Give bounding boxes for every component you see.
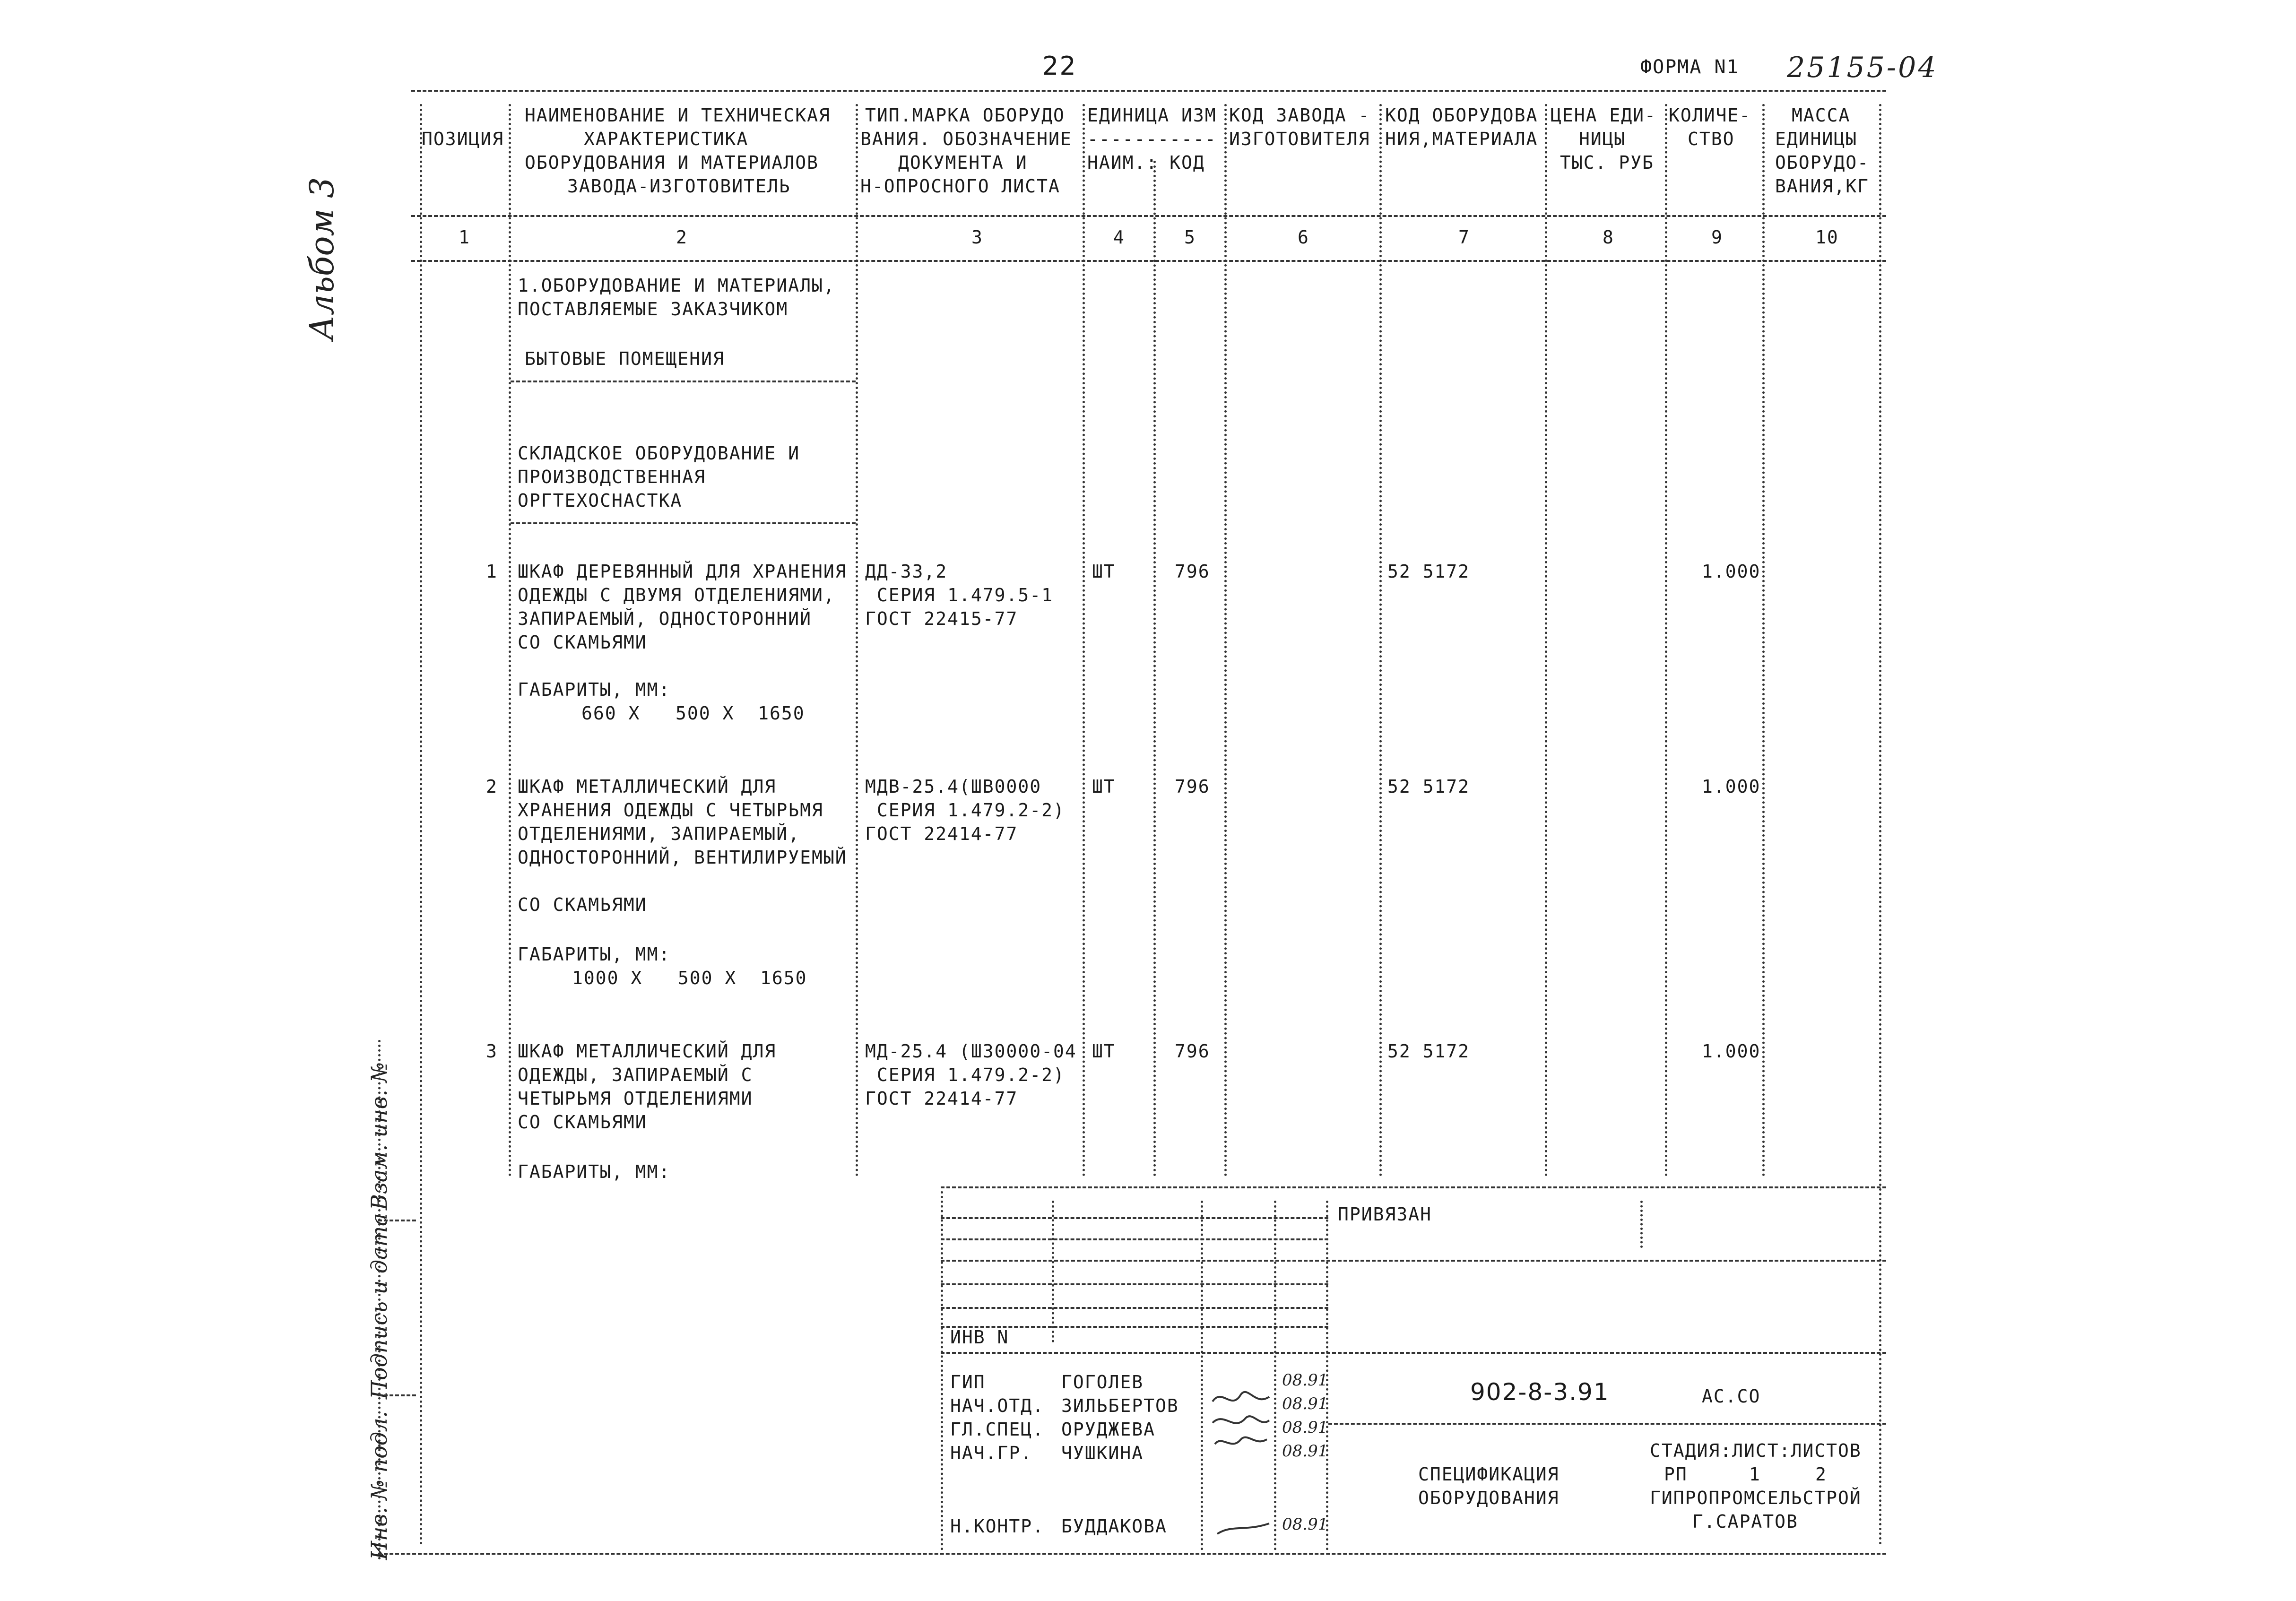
item-unit: ШТ	[1092, 776, 1116, 797]
section-heading: БЫТОВЫЕ ПОМЕЩЕНИЯ	[525, 348, 725, 369]
stamp-rule	[941, 1352, 1886, 1354]
section-heading: ПРОИЗВОДСТВЕННАЯ	[518, 467, 706, 487]
col-number: 8	[1603, 227, 1614, 248]
col-number: 10	[1815, 227, 1839, 248]
item-equip-code: 52 5172	[1387, 561, 1470, 582]
stamp-date: 08.91	[1282, 1371, 1328, 1390]
col-divider-6	[1379, 104, 1382, 1177]
stamp-divider	[1274, 1201, 1276, 1550]
item-dims-label: ГАБАРИТЫ, ММ:	[518, 944, 671, 965]
section-heading: ПОСТАВЛЯЕМЫЕ ЗАКАЗЧИКОМ	[518, 299, 788, 320]
stage-value: РП	[1664, 1464, 1688, 1485]
col-divider-1	[509, 104, 511, 1177]
stamp-rule	[941, 1217, 1328, 1219]
item-type: ГОСТ 22415-77	[865, 608, 1018, 629]
header-c10: МАССА	[1792, 105, 1851, 126]
section-heading: ОРГТЕХОСНАСТКА	[518, 490, 683, 511]
col-divider-3	[1083, 104, 1085, 1177]
item-desc: СО СКАМЬЯМИ	[518, 894, 647, 915]
col-divider-4	[1153, 161, 1156, 1177]
side-divider	[378, 1220, 416, 1221]
sheets-value: 2	[1815, 1464, 1827, 1485]
item-type: ГОСТ 22414-77	[865, 1088, 1018, 1109]
item-code: 796	[1175, 561, 1210, 582]
col-divider-5	[1224, 104, 1227, 1177]
header-c8: ЦЕНА ЕДИ-	[1551, 105, 1656, 126]
item-desc: ОДЕЖДЫ С ДВУМЯ ОТДЕЛЕНИЯМИ,	[518, 585, 835, 606]
stamp-name: ЗИЛЬБЕРТОВ	[1061, 1395, 1179, 1416]
stamp-divider	[1640, 1201, 1643, 1248]
signature-buddakova	[1217, 1523, 1269, 1534]
item-desc: ШКАФ МЕТАЛЛИЧЕСКИЙ ДЛЯ	[518, 776, 777, 797]
col-number: 3	[971, 227, 983, 248]
stamp-rule	[941, 1307, 1328, 1309]
item-equip-code: 52 5172	[1387, 776, 1470, 797]
stamp-role: Н.КОНТР.	[950, 1516, 1045, 1537]
doc-title: СПЕЦИФИКАЦИЯ	[1418, 1464, 1560, 1485]
side-label-inv: Инв. № подл.	[366, 1411, 392, 1560]
stamp-date: 08.91	[1282, 1418, 1328, 1437]
stamp-rule	[941, 1238, 1328, 1240]
col-divider-9	[1762, 104, 1765, 1177]
col-number: 4	[1113, 227, 1125, 248]
item-code: 796	[1175, 1041, 1210, 1062]
item-desc: СО СКАМЬЯМИ	[518, 632, 647, 653]
stamp-role: ГИП	[950, 1372, 986, 1393]
item-desc: ШКАФ МЕТАЛЛИЧЕСКИЙ ДЛЯ	[518, 1041, 777, 1062]
album-label: Альбом 3	[303, 177, 341, 340]
side-divider	[378, 1394, 416, 1396]
col-divider-2	[856, 104, 858, 1177]
item-position: 3	[486, 1041, 498, 1062]
item-desc: ЗАПИРАЕМЫЙ, ОДНОСТОРОННИЙ	[518, 608, 812, 629]
col-number: 1	[459, 227, 470, 248]
header-c8: НИЦЫ	[1579, 129, 1626, 149]
item-dims-label: ГАБАРИТЫ, ММ:	[518, 679, 671, 700]
item-type: ГОСТ 22414-77	[865, 823, 1018, 844]
col-number: 7	[1458, 227, 1470, 248]
stamp-rule	[1328, 1423, 1886, 1425]
header-c3: ДОКУМЕНТА И	[898, 152, 1028, 173]
item-type: СЕРИЯ 1.479.2-2)	[865, 1064, 1065, 1085]
item-qty: 1.000	[1702, 776, 1761, 797]
page-number: 22	[1042, 51, 1077, 81]
header-c45: НАИМ.: КОД	[1087, 152, 1205, 173]
inventory-number: 25155-04	[1787, 51, 1938, 84]
header-c7: НИЯ,МАТЕРИАЛА	[1385, 129, 1538, 149]
sheet-value: 1	[1749, 1464, 1761, 1485]
item-qty: 1.000	[1702, 1041, 1761, 1062]
header-c6: ИЗГОТОВИТЕЛЯ	[1229, 129, 1370, 149]
stamp-inv: ИНВ N	[950, 1327, 1009, 1348]
header-c2: НАИМЕНОВАНИЕ И ТЕХНИЧЕСКАЯ	[525, 105, 831, 126]
stamp-role: НАЧ.ГР.	[950, 1443, 1033, 1463]
item-qty: 1.000	[1702, 561, 1761, 582]
item-position: 2	[486, 776, 498, 797]
item-unit: ШТ	[1092, 561, 1116, 582]
header-c10: ОБОРУДО-	[1775, 152, 1870, 173]
header-c8: ТЫС. РУБ	[1560, 152, 1655, 173]
item-desc: ШКАФ ДЕРЕВЯННЫЙ ДЛЯ ХРАНЕНИЯ	[518, 561, 847, 582]
item-desc: ОДЕЖДЫ, ЗАПИРАЕМЫЙ С	[518, 1064, 753, 1085]
header-c10: ВАНИЯ,КГ	[1775, 176, 1870, 197]
col-number: 9	[1711, 227, 1723, 248]
header-c3: ВАНИЯ. ОБОЗНАЧЕНИЕ	[860, 129, 1072, 149]
col-divider-10	[1879, 104, 1881, 1546]
header-c45: -----------	[1087, 129, 1217, 149]
col-number: 2	[676, 227, 688, 248]
header-c2: ОБОРУДОВАНИЯ И МАТЕРИАЛОВ	[525, 152, 819, 173]
stamp-date: 08.91	[1282, 1442, 1328, 1461]
stamp-name: ЧУШКИНА	[1061, 1443, 1144, 1463]
stamp-bound: ПРИВЯЗАН	[1338, 1204, 1432, 1225]
header-c9: СТВО	[1688, 129, 1735, 149]
side-strip-line	[378, 1040, 381, 1560]
doc-code: АС.СО	[1702, 1386, 1761, 1407]
stamp-name: ОРУДЖЕВА	[1061, 1419, 1156, 1440]
item-dims: 1000 X 500 X 1650	[572, 968, 807, 988]
item-type: ДД-33,2	[865, 561, 948, 582]
section-underline	[511, 522, 856, 524]
signature-chushkina	[1215, 1437, 1267, 1444]
item-position: 1	[486, 561, 498, 582]
signature-orudzheva	[1213, 1416, 1269, 1423]
header-c6: КОД ЗАВОДА -	[1229, 105, 1370, 126]
side-label-sign: Подпись и дата	[366, 1213, 392, 1399]
stamp-role: ГЛ.СПЕЦ.	[950, 1419, 1045, 1440]
stamp-name: БУДДАКОВА	[1061, 1516, 1167, 1537]
project-code: 902-8-3.91	[1470, 1378, 1610, 1406]
item-unit: ШТ	[1092, 1041, 1116, 1062]
header-c10: ЕДИНИЦЫ	[1775, 129, 1858, 149]
header-c2: ХАРАКТЕРИСТИКА	[584, 129, 749, 149]
item-dims: 660 X 500 X 1650	[581, 703, 805, 724]
stamp-rule	[941, 1260, 1886, 1262]
col-divider-8	[1665, 104, 1667, 1177]
stamp-divider	[1201, 1201, 1203, 1550]
header-c2: ЗАВОДА-ИЗГОТОВИТЕЛЬ	[567, 176, 791, 197]
signature-zilbertov	[1213, 1392, 1269, 1402]
table-rule-bottom	[378, 1553, 1886, 1555]
table-rule-top	[411, 90, 1886, 92]
item-desc: СО СКАМЬЯМИ	[518, 1112, 647, 1133]
stamp-date: 08.91	[1282, 1394, 1328, 1413]
stamp-name: ГОГОЛЕВ	[1061, 1372, 1144, 1393]
section-heading: СКЛАДСКОЕ ОБОРУДОВАНИЕ И	[518, 443, 800, 464]
item-code: 796	[1175, 776, 1210, 797]
doc-title: ОБОРУДОВАНИЯ	[1418, 1488, 1560, 1508]
stamp-role: НАЧ.ОТД.	[950, 1395, 1045, 1416]
header-c9: КОЛИЧЕ-	[1669, 105, 1751, 126]
item-type: СЕРИЯ 1.479.2-2)	[865, 800, 1065, 821]
stamp-divider	[941, 1191, 943, 1550]
stamp-rule	[941, 1283, 1328, 1285]
item-dims-label: ГАБАРИТЫ, ММ:	[518, 1161, 671, 1182]
header-c1: ПОЗИЦИЯ	[422, 129, 504, 149]
stamp-rule	[941, 1186, 1886, 1188]
item-desc: ОТДЕЛЕНИЯМИ, ЗАПИРАЕМЫЙ,	[518, 823, 800, 844]
col-divider-7	[1545, 104, 1547, 1177]
col-divider-0	[420, 104, 422, 1546]
item-desc: ОДНОСТОРОННИЙ, ВЕНТИЛИРУЕМЫЙ	[518, 847, 847, 868]
item-type: СЕРИЯ 1.479.5-1	[865, 585, 1054, 606]
side-label-replace: Взам. инв. №	[366, 1062, 392, 1210]
item-equip-code: 52 5172	[1387, 1041, 1470, 1062]
stamp-divider	[1052, 1201, 1054, 1342]
col-number: 5	[1184, 227, 1196, 248]
signature-scribbles	[1208, 1368, 1274, 1548]
item-type: МД-25.4 (Ш30000-04	[865, 1041, 1077, 1062]
header-c3: ТИП.МАРКА ОБОРУДО	[865, 105, 1065, 126]
section-heading: 1.ОБОРУДОВАНИЕ И МАТЕРИАЛЫ,	[518, 275, 835, 296]
stage-header: СТАДИЯ:ЛИСТ:ЛИСТОВ	[1650, 1440, 1862, 1461]
org-name: ГИПРОПРОМСЕЛЬСТРОЙ	[1650, 1488, 1862, 1508]
stamp-date: 08.91	[1282, 1515, 1328, 1534]
item-desc: ЧЕТЫРЬМЯ ОТДЕЛЕНИЯМИ	[518, 1088, 753, 1109]
header-c45: ЕДИНИЦА ИЗМ	[1087, 105, 1217, 126]
col-number: 6	[1298, 227, 1309, 248]
form-label: ФОРМА N1	[1640, 56, 1739, 78]
section-underline	[511, 381, 856, 382]
header-c7: КОД ОБОРУДОВА	[1385, 105, 1538, 126]
org-city: Г.САРАТОВ	[1692, 1511, 1798, 1532]
header-c3: Н-ОПРОСНОГО ЛИСТА	[860, 176, 1060, 197]
item-desc: ХРАНЕНИЯ ОДЕЖДЫ С ЧЕТЫРЬМЯ	[518, 800, 823, 821]
item-type: МДВ-25.4(ШВ0000	[865, 776, 1042, 797]
